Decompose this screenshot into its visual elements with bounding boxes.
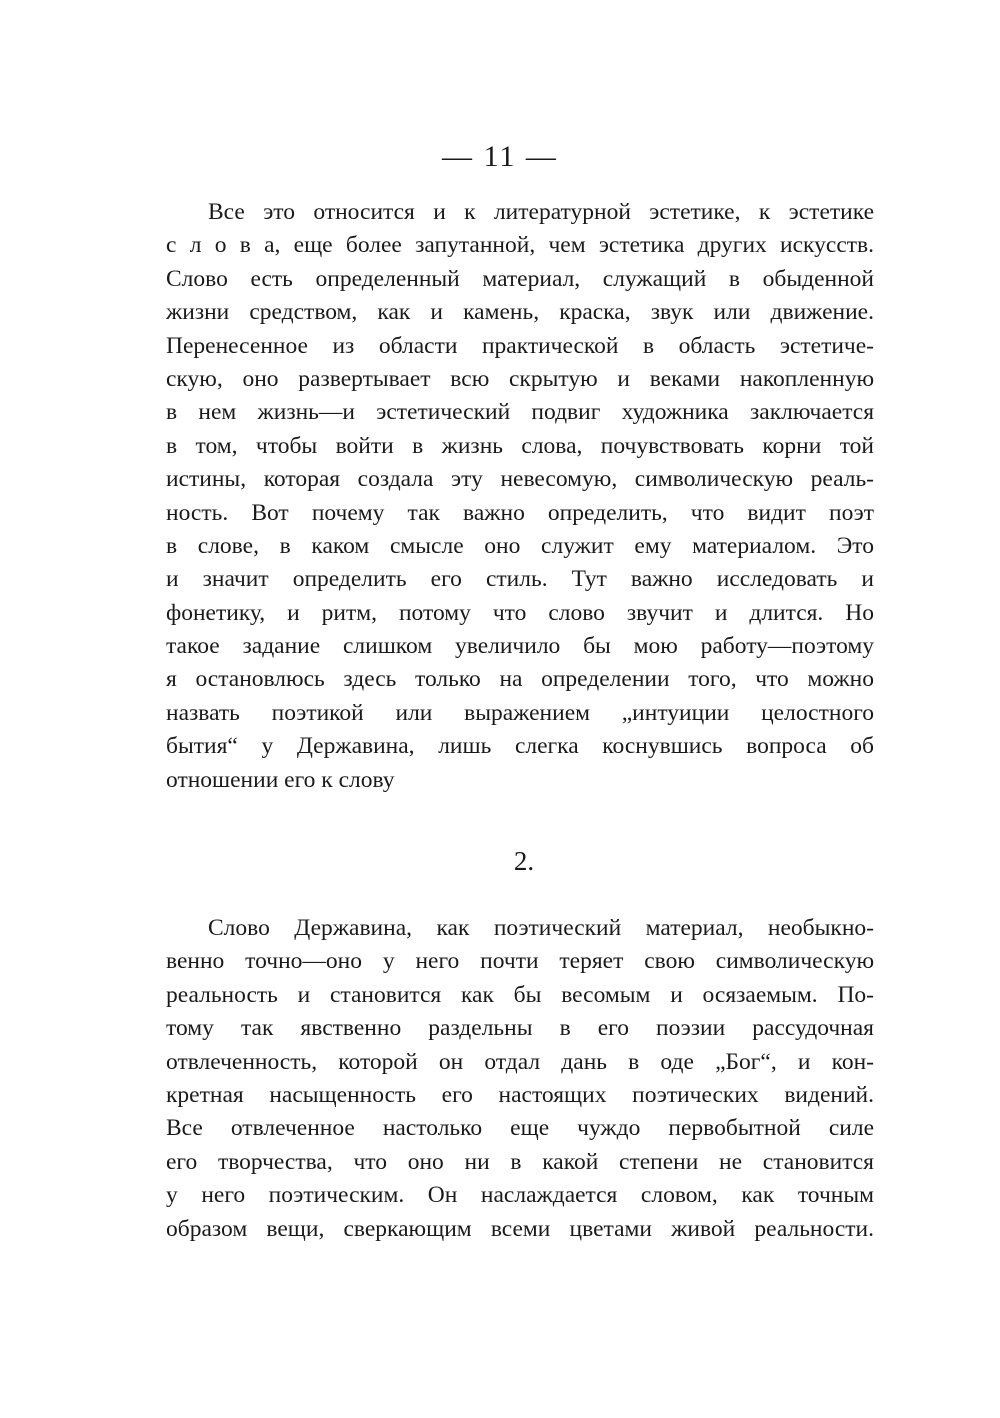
text-line: отношении его к слову: [166, 766, 395, 793]
text-line: я остановлюсь здесь только на определении того, что можно: [166, 666, 874, 693]
text-line: образом вещи, сверкающим всеми цветами живой реальности.: [166, 1215, 874, 1242]
text-line: такое задание слишком увеличило бы мою работу—поэтому: [166, 633, 874, 660]
text-line: и значит определить его стиль. Тут важно исследовать и: [166, 566, 874, 593]
text-line: отвлеченность, которой он отдал дань в оде „Бог“, и кон-: [166, 1048, 874, 1075]
text-line: ность. Вот почему так важно определить, что видит поэт: [166, 499, 874, 526]
text-line: Слово есть определенный материал, служащий в обыденной: [166, 265, 874, 292]
page-number: — 11 —: [442, 140, 558, 173]
text-line: в слове, в каком смысле оно служит ему материалом. Это: [166, 532, 874, 559]
text-line: его творчества, что оно ни в какой степени не становится: [166, 1148, 874, 1175]
text-line: венно точно—оно у него почти теряет свою символическую: [166, 948, 874, 975]
text-line: Перенесенное из области практической в область эстетиче-: [166, 332, 874, 359]
text-line: бытия“ у Державина, лишь слегка коснувшись вопроса об: [166, 733, 874, 760]
text-line: жизни средством, как и камень, краска, звук или движение.: [166, 299, 874, 326]
text-line: фонетику, и ритм, потому что слово звучит и длится. Но: [166, 599, 874, 626]
paragraph-aesthetics-of-word: [166, 196, 874, 797]
text-line: у него поэтическим. Он наслаждается словом, как точным: [166, 1182, 874, 1209]
text-line: назвать поэтикой или выражением „интуиции целостного: [166, 699, 874, 726]
section-number: 2.: [513, 846, 535, 876]
text-line: скую, оно развертывает всю скрытую и веками накопленную: [166, 365, 874, 392]
text-line: тому так явственно раздельны в его поэзии рассудочная: [166, 1015, 874, 1042]
text-line: реальность и становится как бы весомым и осязаемым. По-: [166, 981, 874, 1008]
paragraph-derzhavin-word: [166, 912, 874, 1246]
text-line: в том, чтобы войти в жизнь слова, почувствовать корни той: [166, 432, 874, 459]
text-line: истины, которая создала эту невесомую, символическую реаль-: [166, 466, 874, 493]
text-line: в нем жизнь—и эстетический подвиг художника заключается: [166, 399, 874, 426]
text-line: Все это относится и к литературной эстетике, к эстетике: [208, 199, 874, 225]
text-line: Все отвлеченное настолько еще чуждо первобытной силе: [166, 1115, 874, 1142]
text-line: Слово Державина, как поэтический материал, необыкно-: [208, 915, 874, 941]
text-line: с л о в а, еще более запутанной, чем эстетика других искусств.: [166, 232, 874, 259]
text-line: кретная насыщенность его настоящих поэтических видений.: [166, 1081, 874, 1108]
